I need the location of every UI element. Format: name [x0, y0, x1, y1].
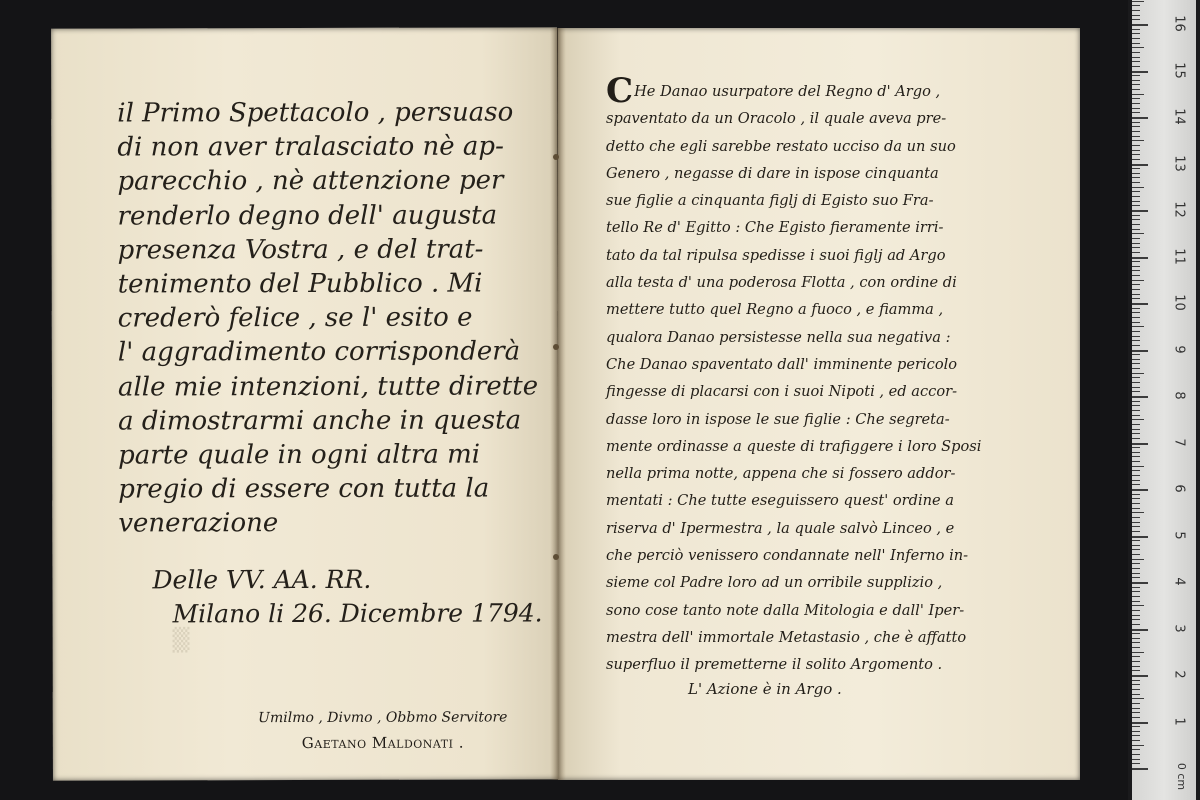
ruler-tick	[1132, 317, 1140, 318]
ruler-tick	[1132, 401, 1140, 402]
ruler-tick	[1132, 675, 1148, 677]
ruler-tick	[1132, 661, 1140, 662]
ruler-tick	[1132, 261, 1140, 262]
ruler-tick	[1132, 508, 1140, 509]
ruler-tick	[1132, 647, 1140, 648]
right-text-line: fingesse di placarsi con i suoi Nipoti , ed accor-	[606, 383, 958, 401]
ruler-number: 1	[1171, 716, 1187, 726]
ruler-tick	[1132, 689, 1140, 690]
ruler-tick	[1132, 71, 1148, 73]
ruler-tick	[1132, 624, 1140, 625]
ruler-tick	[1132, 164, 1148, 166]
ruler-tick	[1132, 475, 1140, 476]
ruler-tick	[1132, 154, 1140, 155]
right-page-body	[606, 71, 1026, 679]
ruler-tick	[1132, 391, 1140, 392]
book-gutter	[550, 28, 566, 780]
signature-line-1: Umilmo , Divmo , Obbmo Servitore	[258, 709, 508, 727]
ruler-tick	[1132, 382, 1140, 383]
ruler-number: 6	[1171, 484, 1187, 493]
ruler-tick	[1132, 331, 1140, 332]
ruler-tick	[1132, 201, 1140, 202]
right-page	[558, 28, 1080, 780]
measurement-ruler	[1128, 0, 1200, 800]
ruler-tick	[1132, 424, 1140, 425]
ruler-tick	[1132, 503, 1140, 504]
azione-footer: L' Azione è in Argo .	[688, 680, 842, 698]
ruler-number: 5	[1171, 530, 1187, 540]
first-line-text: He Danao usurpatore del Regno d' Argo ,	[634, 83, 941, 100]
ruler-tick	[1132, 768, 1148, 770]
ruler-number: 14	[1171, 108, 1187, 125]
ruler-tick	[1132, 396, 1148, 398]
ruler-tick	[1132, 24, 1148, 26]
ruler-number: 15	[1171, 61, 1187, 79]
ruler-tick	[1132, 484, 1140, 485]
ruler-tick	[1132, 540, 1140, 541]
ruler-tick	[1132, 289, 1140, 290]
ruler-tick	[1132, 531, 1140, 532]
right-text-line: mestra dell' immortale Metastasio , che è affatto	[606, 628, 967, 646]
ruler-tick	[1132, 177, 1140, 178]
ruler-tick	[1132, 438, 1140, 439]
ruler-number: 2	[1171, 670, 1187, 679]
left-text-line: crederò felice , se l' esito e	[117, 302, 473, 334]
ruler-tick	[1132, 43, 1140, 44]
right-text-line: Genero , negasse di dare in ispose cinquanta	[606, 164, 939, 182]
ruler-tick	[1132, 112, 1140, 113]
ruler-number: 3	[1171, 623, 1187, 633]
ruler-tick	[1132, 52, 1140, 53]
ruler-tick	[1132, 191, 1140, 192]
right-text-line: spaventato da un Oracolo , il quale aveva pre-	[606, 110, 947, 128]
ruler-tick	[1132, 168, 1140, 169]
ruler-number: 16	[1171, 15, 1187, 32]
ruler-number: 10	[1171, 294, 1187, 311]
ruler-tick	[1132, 187, 1144, 188]
ruler-tick	[1132, 284, 1140, 285]
ruler-tick	[1132, 298, 1140, 299]
ruler-tick	[1132, 605, 1144, 606]
ruler-tick	[1132, 345, 1140, 346]
ruler-tick	[1132, 373, 1144, 374]
ruler-tick	[1132, 1, 1144, 2]
ruler-tick	[1132, 57, 1140, 58]
drop-cap: C	[606, 71, 634, 111]
ruler-tick	[1132, 219, 1140, 220]
ruler-tick	[1132, 229, 1140, 230]
ruler-tick	[1132, 754, 1140, 755]
ruler-tick	[1132, 15, 1140, 16]
ruler-tick	[1132, 94, 1144, 95]
ruler-tick	[1132, 131, 1140, 132]
ruler-tick	[1132, 452, 1140, 453]
ruler-tick	[1132, 303, 1148, 305]
ruler-tick	[1132, 429, 1140, 430]
left-text-line: l' aggradimento corrisponderà	[117, 336, 521, 368]
ruler-tick	[1132, 480, 1140, 481]
ruler-tick	[1132, 698, 1144, 699]
left-text-line: a dimostrarmi anche in questa	[118, 405, 522, 437]
ruler-tick	[1132, 405, 1140, 406]
right-text-line: Che Danao spaventato dall' imminente pericolo	[606, 355, 958, 373]
ruler-tick	[1132, 415, 1140, 416]
ruler-tick	[1132, 456, 1140, 457]
ruler-tick	[1132, 512, 1144, 513]
ruler-tick	[1132, 433, 1140, 434]
right-text-line: mente ordinasse a queste di trafiggere i loro Sposi	[606, 437, 982, 455]
ruler-tick	[1132, 722, 1148, 724]
ruler-tick	[1132, 136, 1140, 137]
ruler-tick	[1132, 98, 1140, 99]
ruler-tick	[1132, 215, 1140, 216]
left-text-line: parecchio , nè attenzione per	[117, 165, 504, 197]
ruler-tick	[1132, 656, 1140, 657]
ruler-tick	[1132, 159, 1140, 160]
ruler-tick	[1132, 461, 1140, 462]
ruler-tick	[1132, 615, 1140, 616]
right-text-line: alla testa d' una poderosa Flotta , con ordine di	[606, 274, 957, 292]
ruler-tick	[1132, 257, 1148, 259]
ruler-tick	[1132, 652, 1144, 653]
ruler-tick	[1132, 247, 1140, 248]
ruler-tick	[1132, 252, 1140, 253]
ruler-tick	[1132, 243, 1140, 244]
ruler-tick	[1132, 336, 1140, 337]
ruler-tick	[1132, 629, 1148, 631]
ruler-tick	[1132, 210, 1148, 212]
ruler-tick	[1132, 489, 1148, 491]
right-text-line	[606, 71, 1026, 111]
ruler-tick	[1132, 47, 1144, 48]
ruler-tick	[1132, 238, 1140, 239]
right-text-line: sono cose tanto note dalla Mitologia e dall' Iper-	[606, 601, 965, 619]
ruler-tick	[1132, 587, 1140, 588]
ruler-tick	[1132, 350, 1148, 352]
ruler-tick	[1132, 526, 1140, 527]
open-book	[50, 28, 1082, 780]
ruler-tick	[1132, 712, 1140, 713]
left-text-line: di non aver tralasciato nè ap-	[117, 131, 504, 163]
ruler-tick	[1132, 326, 1144, 327]
left-text-line: il Primo Spettacolo , persuaso	[117, 97, 514, 129]
ruler-tick	[1132, 270, 1140, 271]
binding-stitch	[553, 554, 559, 560]
left-text-line: pregio di essere con tutta la	[118, 473, 490, 505]
left-text-line: presenza Vostra , e del trat-	[117, 234, 484, 266]
right-text-line: dasse loro in ispose le sue figlie : Che segreta-	[606, 410, 950, 428]
closing-salutation	[152, 562, 542, 631]
ruler-tick	[1132, 536, 1148, 538]
binding-stitch	[553, 344, 559, 350]
ruler-tick	[1132, 470, 1140, 471]
right-text-line: detto che egli sarebbe restato ucciso da un suo	[606, 137, 956, 155]
ruler-tick	[1132, 19, 1140, 20]
ruler-tick	[1132, 117, 1148, 119]
ruler-tick	[1132, 340, 1140, 341]
ruler-tick	[1132, 294, 1140, 295]
ruler-tick	[1132, 312, 1140, 313]
ruler-tick	[1132, 150, 1140, 151]
ruler-tick	[1132, 549, 1140, 550]
left-text-line: parte quale in ogni altra mi	[118, 439, 481, 471]
ruler-tick	[1132, 275, 1140, 276]
right-text-line: sieme col Padre loro ad un orribile supplizio ,	[606, 574, 943, 592]
ruler-tick	[1132, 545, 1140, 546]
ruler-tick	[1132, 387, 1140, 388]
ruler-unit: 0 cm	[1175, 762, 1189, 791]
ruler-tick	[1132, 759, 1140, 760]
right-text-line: superfluo il premetterne il solito Argomento .	[606, 656, 943, 674]
ruler-tick	[1132, 308, 1140, 309]
ruler-tick	[1132, 84, 1140, 85]
right-text-line: riserva d' Ipermestra , la quale salvò Linceo , e	[606, 519, 955, 537]
ruler-strip	[1132, 0, 1196, 800]
ruler-tick	[1132, 619, 1140, 620]
show-through-text: ▒	[172, 628, 190, 654]
ruler-tick	[1132, 377, 1140, 378]
right-text-line: tato da tal ripulsa spedisse i suoi figlj ad Argo	[606, 246, 946, 264]
ruler-number: 11	[1171, 247, 1187, 265]
ruler-tick	[1132, 554, 1140, 555]
ruler-tick	[1132, 694, 1140, 695]
ruler-tick	[1132, 684, 1140, 685]
ruler-tick	[1132, 122, 1140, 123]
ruler-tick	[1132, 708, 1140, 709]
ruler-tick	[1132, 447, 1140, 448]
ruler-tick	[1132, 61, 1140, 62]
ruler-tick	[1132, 80, 1140, 81]
ruler-tick	[1132, 642, 1140, 643]
ruler-number: 8	[1171, 391, 1187, 400]
ruler-tick	[1132, 280, 1144, 281]
ruler-tick	[1132, 731, 1140, 732]
ruler-tick	[1132, 38, 1140, 39]
ruler-tick	[1132, 763, 1140, 764]
ruler-tick	[1132, 266, 1140, 267]
ruler-tick	[1132, 443, 1148, 445]
ruler-tick	[1132, 410, 1140, 411]
ruler-tick	[1132, 582, 1148, 584]
ruler-tick	[1132, 419, 1144, 420]
ruler-tick	[1132, 494, 1140, 495]
ruler-tick	[1132, 173, 1140, 174]
ruler-tick	[1132, 601, 1140, 602]
ruler-tick	[1132, 498, 1140, 499]
ruler-tick	[1132, 354, 1140, 355]
right-text-line: che perciò venissero condannate nell' Inferno in-	[606, 547, 969, 565]
ruler-tick	[1132, 182, 1140, 183]
right-text-line: mettere tutto quel Regno a fuoco , e fiamma ,	[606, 301, 944, 319]
ruler-tick	[1132, 735, 1140, 736]
ruler-tick	[1132, 233, 1144, 234]
ruler-tick	[1132, 591, 1140, 592]
signature-block	[233, 705, 533, 756]
ruler-tick	[1132, 466, 1144, 467]
ruler-number: 12	[1171, 201, 1187, 218]
signature-name: Gaetano Maldonati .	[301, 733, 465, 753]
ruler-tick	[1132, 75, 1140, 76]
ruler-tick	[1132, 5, 1140, 6]
ruler-tick	[1132, 363, 1140, 364]
ruler-tick	[1132, 666, 1140, 667]
ruler-tick	[1132, 638, 1140, 639]
closing-line-1: Delle VV. AA. RR.	[152, 564, 372, 595]
ruler-tick	[1132, 740, 1140, 741]
right-text-line: qualora Danao persistesse nella sua negativa :	[606, 328, 951, 346]
ruler-tick	[1132, 368, 1140, 369]
ruler-tick	[1132, 140, 1144, 141]
ruler-tick	[1132, 126, 1140, 127]
left-page-body	[117, 95, 539, 541]
ruler-tick	[1132, 224, 1140, 225]
ruler-tick	[1132, 577, 1140, 578]
right-text-line: mentati : Che tutte eseguissero quest' ordine a	[606, 492, 954, 510]
ruler-tick	[1132, 717, 1140, 718]
ruler-tick	[1132, 33, 1140, 34]
ruler-tick	[1132, 726, 1140, 727]
ruler-tick	[1132, 680, 1140, 681]
left-text-line: venerazione	[118, 508, 279, 539]
ruler-tick	[1132, 559, 1144, 560]
ruler-tick	[1132, 29, 1140, 30]
ruler-tick	[1132, 205, 1140, 206]
ruler-tick	[1132, 522, 1140, 523]
left-text-line: alle mie intenzioni, tutte dirette	[117, 371, 539, 403]
ruler-tick	[1132, 596, 1140, 597]
ruler-tick	[1132, 89, 1140, 90]
ruler-tick	[1132, 670, 1140, 671]
ruler-tick	[1132, 322, 1140, 323]
binding-stitch	[553, 154, 559, 160]
ruler-tick	[1132, 573, 1140, 574]
right-text-line: nella prima notte, appena che si fossero addor-	[606, 465, 956, 483]
ruler-number: 13	[1171, 154, 1187, 172]
ruler-tick	[1132, 196, 1140, 197]
ruler-tick	[1132, 66, 1140, 67]
ruler-tick	[1132, 703, 1140, 704]
ruler-tick	[1132, 563, 1140, 564]
ruler-tick	[1132, 103, 1140, 104]
right-text-line: sue figlie a cinquanta figlj di Egisto suo Fra-	[606, 192, 934, 210]
left-page	[51, 27, 559, 780]
ruler-tick	[1132, 10, 1140, 11]
ruler-tick	[1132, 145, 1140, 146]
ruler-tick	[1132, 749, 1140, 750]
left-text-line: renderlo degno dell' augusta	[117, 200, 498, 232]
left-text-line: tenimento del Pubblico . Mi	[117, 268, 483, 300]
ruler-tick	[1132, 568, 1140, 569]
ruler-tick	[1132, 610, 1140, 611]
ruler-tick	[1132, 745, 1144, 746]
ruler-number: 7	[1171, 437, 1187, 447]
ruler-tick	[1132, 633, 1140, 634]
ruler-tick	[1132, 517, 1140, 518]
ruler-tick	[1132, 359, 1140, 360]
ruler-tick	[1132, 108, 1140, 109]
ruler-number: 4	[1171, 577, 1187, 586]
closing-line-2: Milano li 26. Dicembre 1794.	[172, 598, 543, 629]
ruler-number: 9	[1171, 344, 1187, 354]
right-text-line: tello Re d' Egitto : Che Egisto fieramente irri-	[606, 219, 944, 237]
